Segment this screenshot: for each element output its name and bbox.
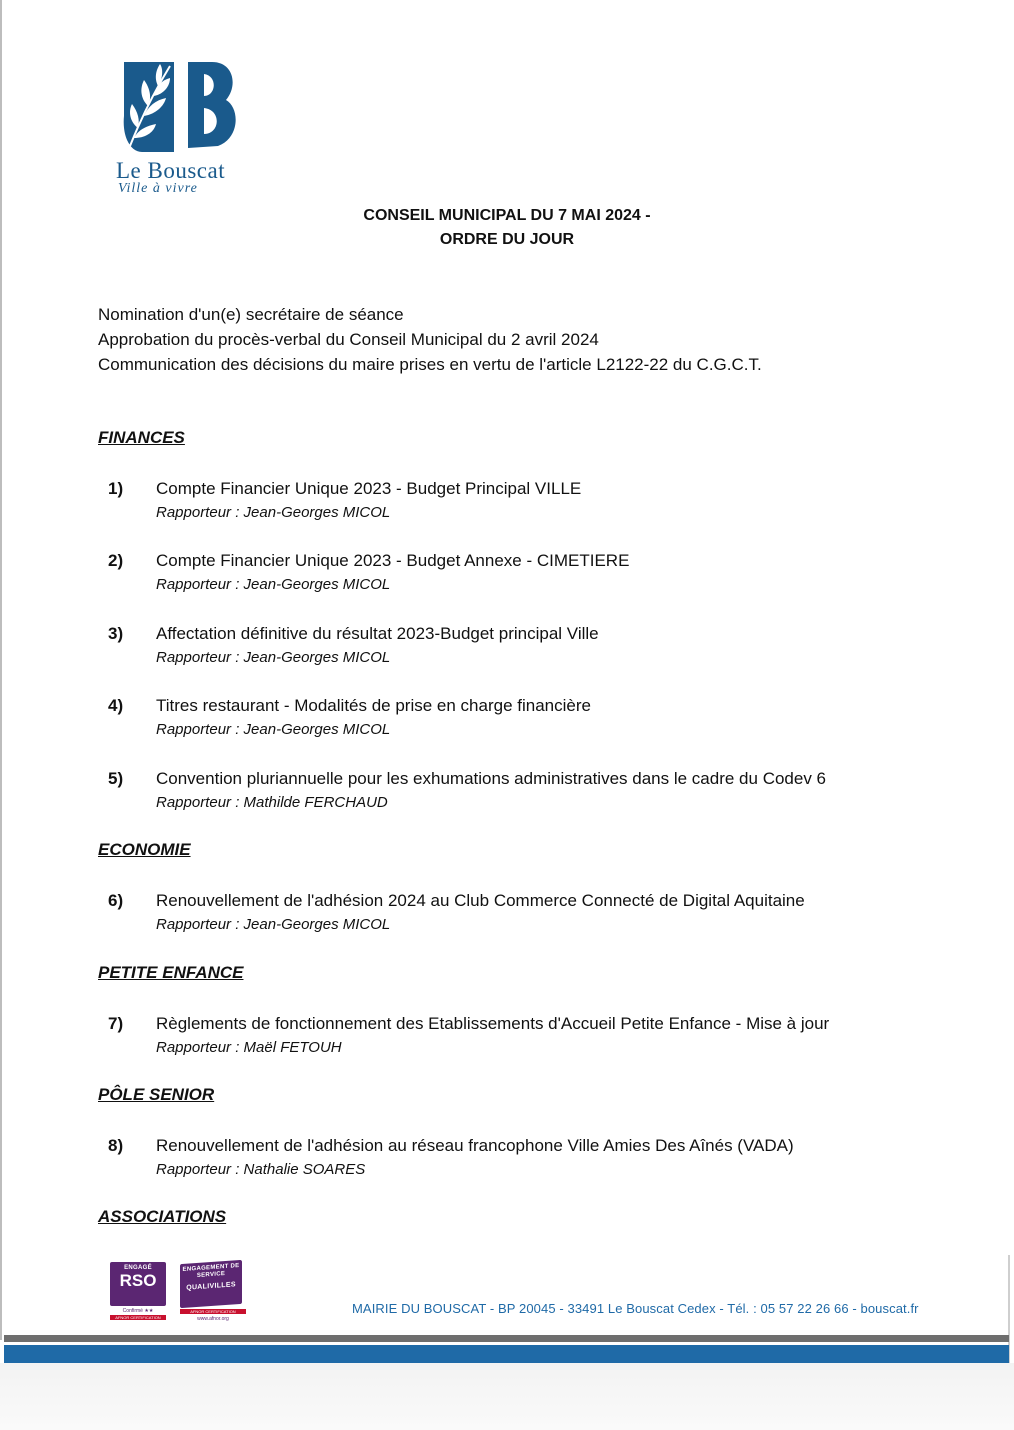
rso-badge-big: RSO bbox=[119, 1271, 157, 1290]
item-number: 2) bbox=[108, 551, 124, 570]
preamble-line: Communication des décisions du maire prises en vertu de l'article L2122-22 du C.G.C.T. bbox=[98, 355, 762, 374]
section-economie: ECONOMIE bbox=[98, 840, 191, 859]
item-rapporteur: Rapporteur : Jean-Georges MICOL bbox=[156, 504, 391, 521]
rso-badge-icon bbox=[110, 1262, 166, 1320]
item-title: Compte Financier Unique 2023 - Budget Annexe - CIMETIERE bbox=[156, 551, 630, 570]
item-number: 6) bbox=[108, 891, 124, 910]
section-finances: FINANCES bbox=[98, 428, 185, 447]
preamble bbox=[98, 302, 762, 377]
item-title: Compte Financier Unique 2023 - Budget Principal VILLE bbox=[156, 479, 582, 498]
page-left-border bbox=[0, 0, 2, 1340]
item-rapporteur: Rapporteur : Maël FETOUH bbox=[156, 1039, 342, 1056]
item-rapporteur: Rapporteur : Jean-Georges MICOL bbox=[156, 721, 391, 738]
item-rapporteur: Rapporteur : Mathilde FERCHAUD bbox=[156, 794, 388, 811]
item-title: Titres restaurant - Modalités de prise en charge financière bbox=[156, 696, 591, 715]
item-rapporteur: Rapporteur : Jean-Georges MICOL bbox=[156, 649, 391, 666]
preamble-line: Nomination d'un(e) secrétaire de séance bbox=[98, 305, 404, 324]
item-title: Convention pluriannuelle pour les exhumations administratives dans le cadre du Codev 6 bbox=[156, 769, 827, 788]
section-associations: ASSOCIATIONS bbox=[98, 1207, 227, 1226]
qual-badge-line: www.afnor.org bbox=[197, 1316, 229, 1322]
title-line-1: CONSEIL MUNICIPAL DU 7 MAI 2024 - bbox=[363, 207, 651, 224]
preamble-line: Approbation du procès-verbal du Conseil Municipal du 2 avril 2024 bbox=[98, 330, 599, 349]
rso-badge-red: AFNOR CERTIFICATION bbox=[110, 1315, 166, 1320]
viewer-background bbox=[0, 1363, 1014, 1430]
qual-badge-big: QUALIVILLES bbox=[186, 1281, 236, 1292]
item-title: Renouvellement de l'adhésion 2024 au Club Commerce Connecté de Digital Aquitaine bbox=[156, 891, 805, 910]
section-petite-enfance: PETITE ENFANCE bbox=[98, 963, 244, 982]
section-pole-senior: PÔLE SENIOR bbox=[98, 1085, 215, 1104]
rso-badge-line: Confirmé ★★ bbox=[122, 1308, 154, 1314]
rso-badge-top: ENGAGÉ bbox=[124, 1265, 152, 1271]
footer-blue-bar bbox=[4, 1345, 1009, 1363]
qualivilles-badge-icon bbox=[180, 1262, 246, 1320]
logo-name: Le Bouscat bbox=[116, 158, 226, 183]
qual-badge-red: AFNOR CERTIFICATION bbox=[180, 1309, 246, 1314]
item-number: 7) bbox=[108, 1014, 124, 1033]
logo-text bbox=[116, 160, 225, 196]
item-rapporteur: Rapporteur : Jean-Georges MICOL bbox=[156, 576, 391, 593]
qual-badge-top: ENGAGEMENT DE SERVICE bbox=[182, 1263, 240, 1279]
page-title bbox=[0, 204, 1014, 252]
item-number: 5) bbox=[108, 769, 124, 788]
item-rapporteur: Rapporteur : Jean-Georges MICOL bbox=[156, 916, 391, 933]
item-number: 1) bbox=[108, 479, 124, 498]
item-title: Règlements de fonctionnement des Etablissements d'Accueil Petite Enfance - Mise à jour bbox=[156, 1014, 830, 1033]
title-line-2: ORDRE DU JOUR bbox=[439, 231, 575, 248]
item-number: 4) bbox=[108, 696, 124, 715]
footer-gray-bar bbox=[4, 1335, 1009, 1342]
item-number: 3) bbox=[108, 624, 124, 643]
item-rapporteur: Rapporteur : Nathalie SOARES bbox=[156, 1161, 366, 1178]
footer-address: MAIRIE DU BOUSCAT - BP 20045 - 33491 Le Bouscat Cedex - Tél. : 05 57 22 26 66 - bouscat.fr bbox=[352, 1301, 919, 1316]
item-number: 8) bbox=[108, 1136, 124, 1155]
item-title: Renouvellement de l'adhésion au réseau francophone Ville Amies Des Aînés (VADA) bbox=[156, 1136, 794, 1155]
item-title: Affectation définitive du résultat 2023-Budget principal Ville bbox=[156, 624, 599, 643]
logo-tagline: Ville à vivre bbox=[118, 181, 198, 196]
